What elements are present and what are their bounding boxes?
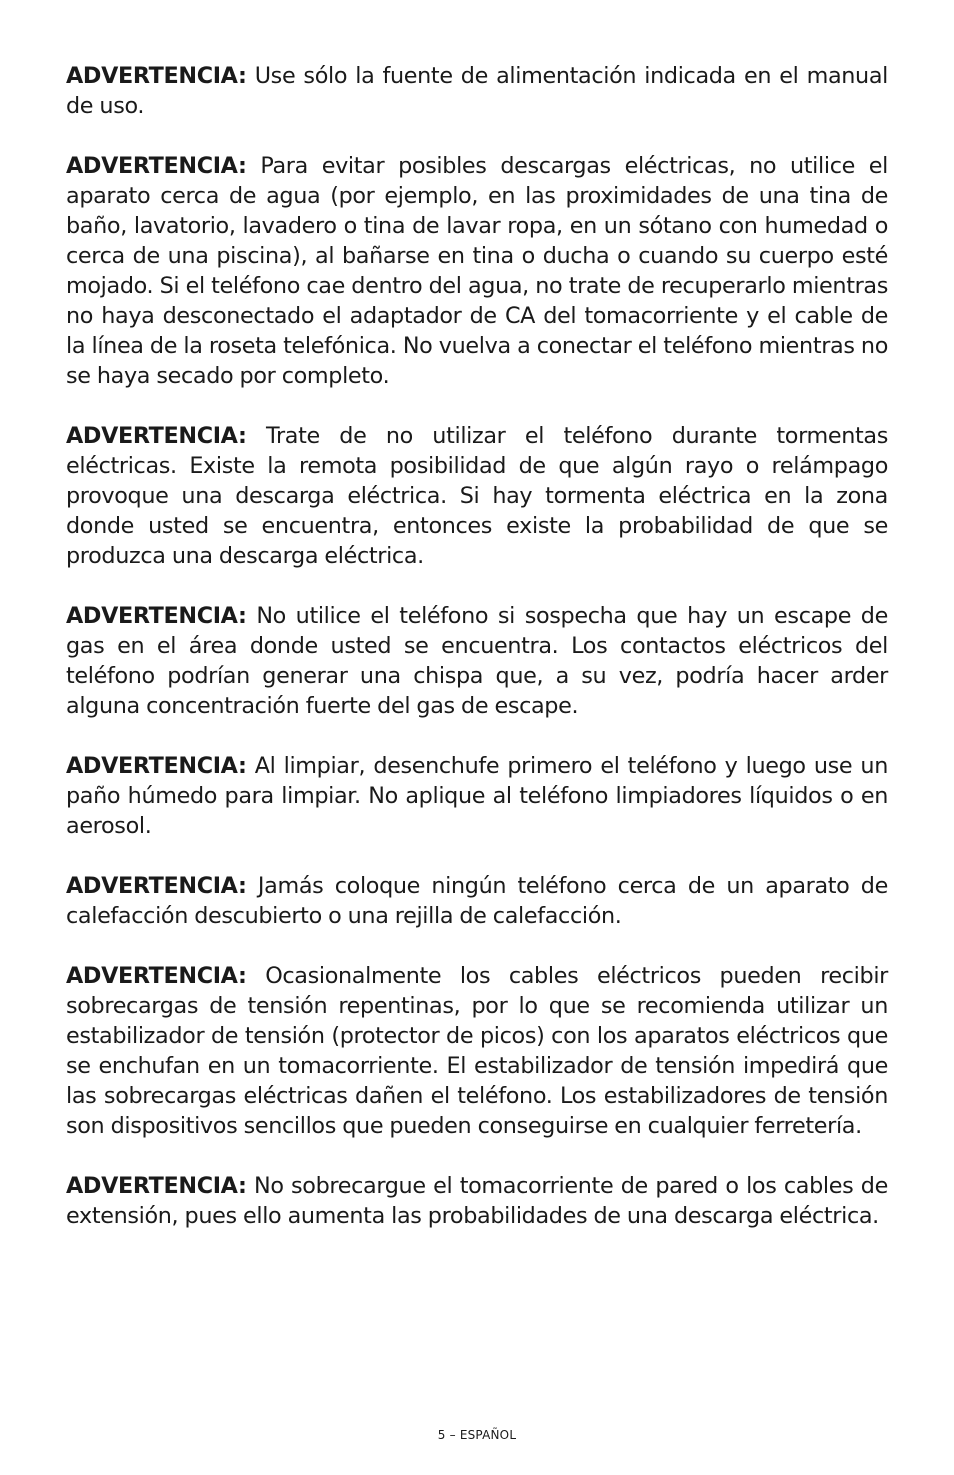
warning-label: ADVERTENCIA:: [66, 1173, 247, 1199]
document-body: [66, 61, 888, 1261]
warning-paragraph-5: [66, 751, 888, 841]
warning-paragraph-8: [66, 1171, 888, 1231]
warning-paragraph-7: [66, 961, 888, 1141]
warning-label: ADVERTENCIA:: [66, 153, 247, 179]
warning-text: Use sólo la fuente de alimentación indicada en el manual de uso.: [66, 63, 888, 119]
warning-paragraph-2: [66, 151, 888, 391]
warning-paragraph-1: [66, 61, 888, 121]
warning-text: No utilice el teléfono si sospecha que hay un escape de gas en el área donde usted se encuentra. Los contactos eléctricos del teléfono podrían generar una chispa que, a su vez, podría hacer arder alguna concentración fuerte del gas de escape.: [66, 603, 888, 719]
warning-paragraph-3: [66, 421, 888, 571]
warning-label: ADVERTENCIA:: [66, 423, 247, 449]
warning-text: Ocasionalmente los cables eléctricos pueden recibir sobrecargas de tensión repentinas, por lo que se recomienda utilizar un estabilizador de tensión (protector de picos) con los aparatos eléctricos que se enchufan en un tomacorriente. El estabilizador de tensión impedirá que las sobrecargas eléctricas dañen el teléfono. Los estabilizadores de tensión son dispositivos sencillos que pueden conseguirse en cualquier ferretería.: [66, 963, 888, 1139]
warning-text: Al limpiar, desenchufe primero el teléfono y luego use un paño húmedo para limpiar. No aplique al teléfono limpiadores líquidos o en aerosol.: [66, 753, 888, 839]
warning-paragraph-4: [66, 601, 888, 721]
warning-label: ADVERTENCIA:: [66, 603, 247, 629]
warning-label: ADVERTENCIA:: [66, 963, 247, 989]
warning-label: ADVERTENCIA:: [66, 873, 247, 899]
warning-text: Trate de no utilizar el teléfono durante tormentas eléctricas. Existe la remota posibilidad de que algún rayo o relámpago provoque una descarga eléctrica. Si hay tormenta eléctrica en la zona donde usted se encuentra, entonces existe la probabilidad de que se produzca una descarga eléctrica.: [66, 423, 888, 569]
warning-text: Jamás coloque ningún teléfono cerca de un aparato de calefacción descubierto o una rejilla de calefacción.: [66, 873, 888, 929]
warning-text: Para evitar posibles descargas eléctricas, no utilice el aparato cerca de agua (por ejemplo, en las proximidades de una tina de baño, lavatorio, lavadero o tina de lavar ropa, en un sótano con humedad o cerca de una piscina), al bañarse en tina o ducha o cuando su cuerpo esté mojado. Si el teléfono cae dentro del agua, no trate de recuperarlo mientras no haya desconectado el adaptador de CA del tomacorriente y el cable de la línea de la roseta telefónica. No vuelva a conectar el teléfono mientras no se haya secado por completo.: [66, 153, 888, 389]
warning-label: ADVERTENCIA:: [66, 753, 247, 779]
warning-text: No sobrecargue el tomacorriente de pared o los cables de extensión, pues ello aumenta las probabilidades de una descarga eléctrica.: [66, 1173, 888, 1229]
warning-paragraph-6: [66, 871, 888, 931]
page-footer: [0, 1428, 954, 1442]
warning-label: ADVERTENCIA:: [66, 63, 247, 89]
page-number: 5 – ESPAÑOL: [437, 1428, 517, 1442]
